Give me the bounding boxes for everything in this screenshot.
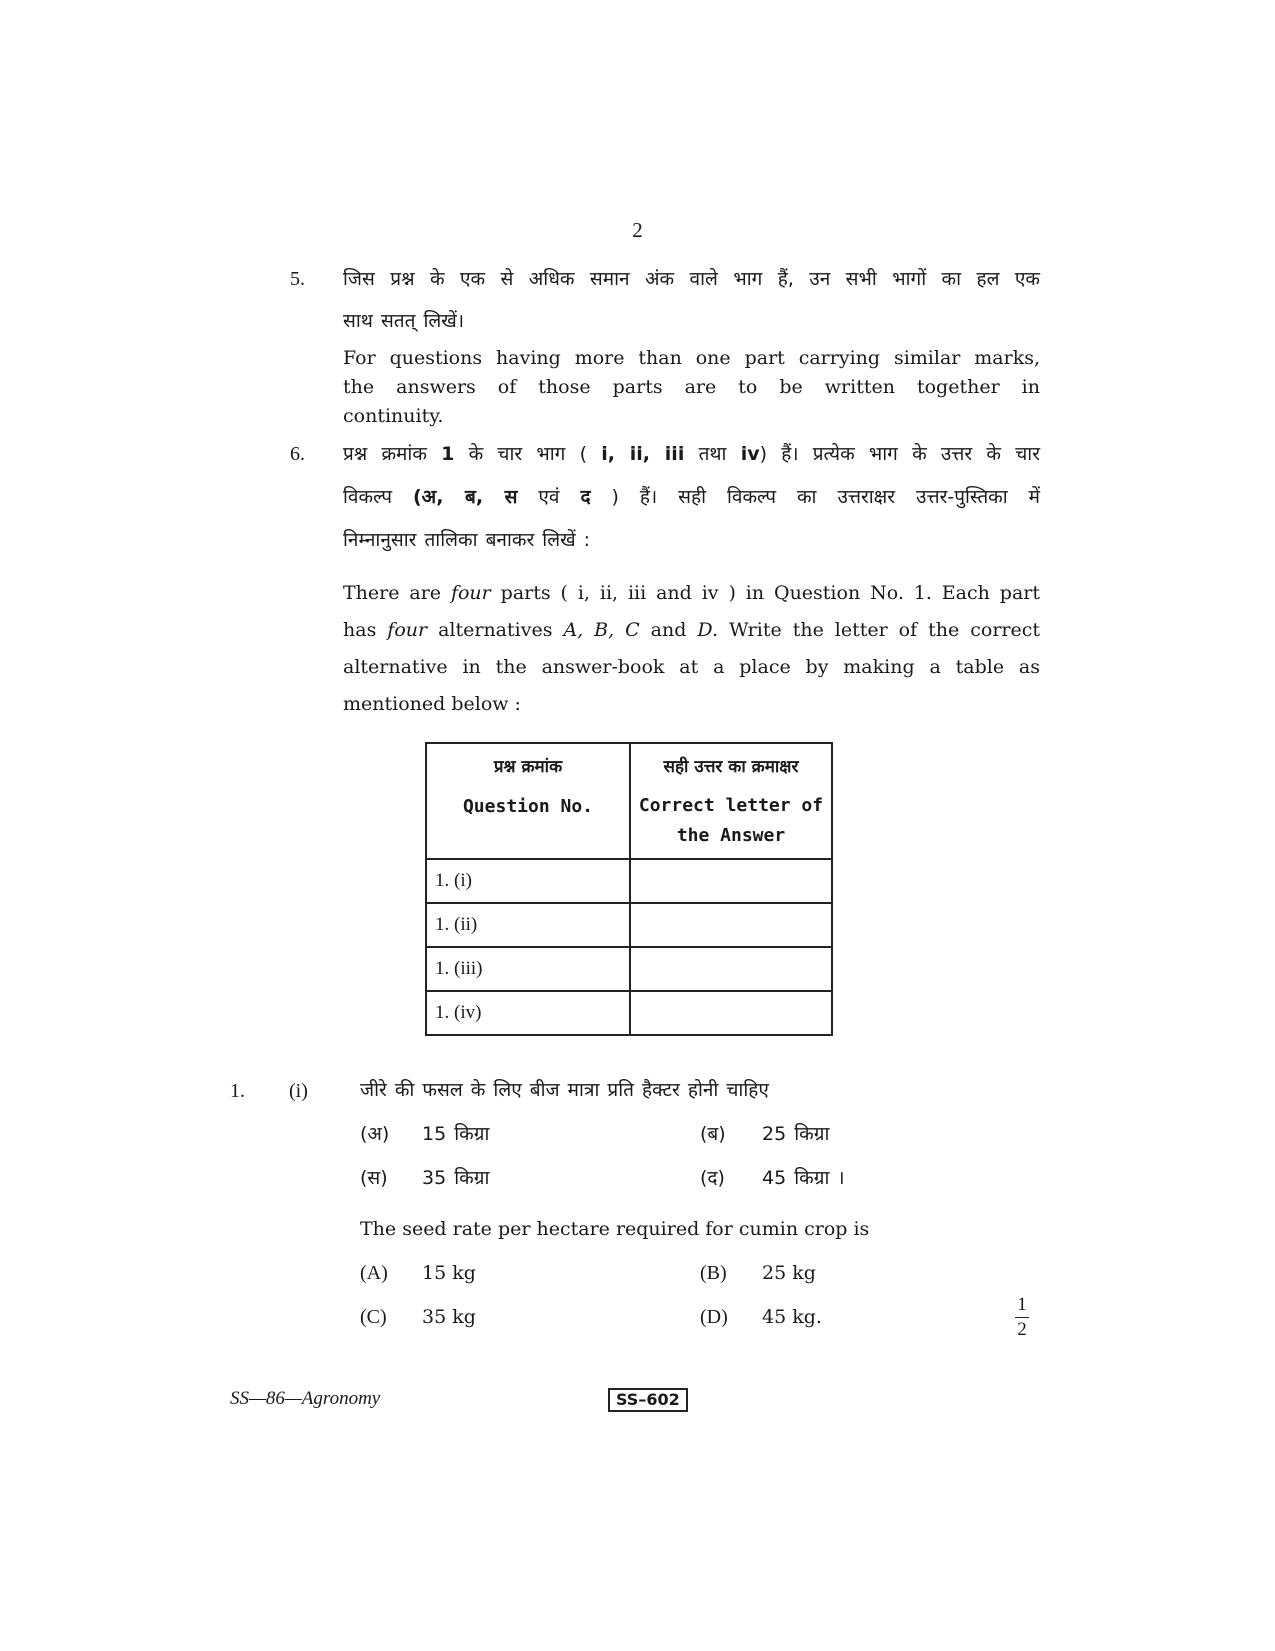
correct-letter-header [630,743,832,859]
footer-subject: SS—86—Agronomy [230,1388,381,1409]
question-no-header [426,743,630,859]
question-number: 1. [230,1080,245,1102]
table-header-row [426,743,832,859]
instruction-5-hindi-line1: जिस प्रश्न के एक से अधिक समान अंक वाले भाग हैं, उन सभी भागों का हल एक [343,268,1040,290]
instruction-6-hindi-line3: निम्नानुसार तालिका बनाकर लिखें : [343,529,591,551]
instruction-6-hindi-line2: विकल्प (अ, ब, स एवं द ) हैं। सही विकल्प का उत्तराक्षर उत्तर-पुस्तिका में [343,486,1040,508]
question-cell: 1. (iv) [426,991,630,1035]
hindi-option-text-a: 15 किग्रा [422,1123,490,1145]
correct-letter-header-english-line2: the Answer [676,825,786,846]
fraction-bar [1015,1317,1029,1318]
english-option-text-d: 45 kg. [762,1306,822,1328]
instruction-5-number: 5. [290,268,305,290]
correct-letter-header-english-line1: Correct letter of [638,795,824,816]
answer-cell [630,903,832,947]
page-number: 2 [632,218,643,242]
answer-cell [630,947,832,991]
instruction-5-english-line1: For questions having more than one part carrying similar marks, [343,347,1040,369]
table-row [426,947,832,991]
instruction-6-english-line3: alternative in the answer-book at a place by making a table as [343,656,1040,678]
english-option-text-c: 35 kg [422,1306,476,1328]
instruction-6-english-line1: There are four parts ( i, ii, iii and iv ) in Question No. 1. Each part [343,582,1040,604]
hindi-option-text-c: 35 किग्रा [422,1167,490,1189]
question-no-header-hindi: प्रश्न क्रमांक [493,757,563,777]
answer-cell [630,859,832,903]
hindi-option-label-d: (द) [700,1167,725,1189]
hindi-option-label-c: (स) [360,1167,388,1189]
english-option-text-b: 25 kg [762,1262,816,1284]
instruction-6-english-line4: mentioned below : [343,693,521,715]
marks-numerator: 1 [1017,1294,1027,1315]
english-option-text-a: 15 kg [422,1262,476,1284]
table-row [426,991,832,1035]
question-cell: 1. (iii) [426,947,630,991]
paper-code-box: SS–602 [608,1388,688,1412]
hindi-option-text-d: 45 किग्रा । [762,1167,845,1189]
question-no-header-english: Question No. [462,796,594,817]
hindi-option-label-b: (ब) [700,1123,726,1145]
english-option-label-c: (C) [360,1306,387,1328]
question-cell: 1. (ii) [426,903,630,947]
marks-fraction [1010,1294,1034,1341]
correct-letter-header-english [631,791,831,851]
instruction-5-english-line2: the answers of those parts are to be written together in [343,376,1040,398]
table-row [426,903,832,947]
question-hindi-text: जीरे की फसल के लिए बीज मात्रा प्रति हैक्टर होनी चाहिए [360,1079,769,1101]
english-option-label-d: (D) [700,1306,728,1328]
instruction-6-english-line2: has four alternatives A, B, C and D. Write the letter of the correct [343,619,1041,641]
question-part: (i) [289,1080,308,1102]
english-option-label-a: (A) [360,1262,388,1284]
answer-format-table [425,742,833,1036]
instruction-6-number: 6. [290,443,305,465]
question-cell: 1. (i) [426,859,630,903]
instruction-6-hindi-line1: प्रश्न क्रमांक 1 के चार भाग ( i, ii, iii तथा iv) हैं। प्रत्येक भाग के उत्तर के चार [343,443,1040,465]
english-option-label-b: (B) [700,1262,727,1284]
instruction-5-hindi-line2: साथ सतत् लिखें। [343,310,465,332]
answer-cell [630,991,832,1035]
table-row [426,859,832,903]
hindi-option-label-a: (अ) [360,1123,390,1145]
marks-denominator: 2 [1017,1319,1027,1340]
instruction-5-english-line3: continuity. [343,405,444,427]
correct-letter-header-hindi: सही उत्तर का क्रमाक्षर [663,757,799,777]
hindi-option-text-b: 25 किग्रा [762,1123,830,1145]
question-english-text: The seed rate per hectare required for cumin crop is [360,1218,870,1240]
